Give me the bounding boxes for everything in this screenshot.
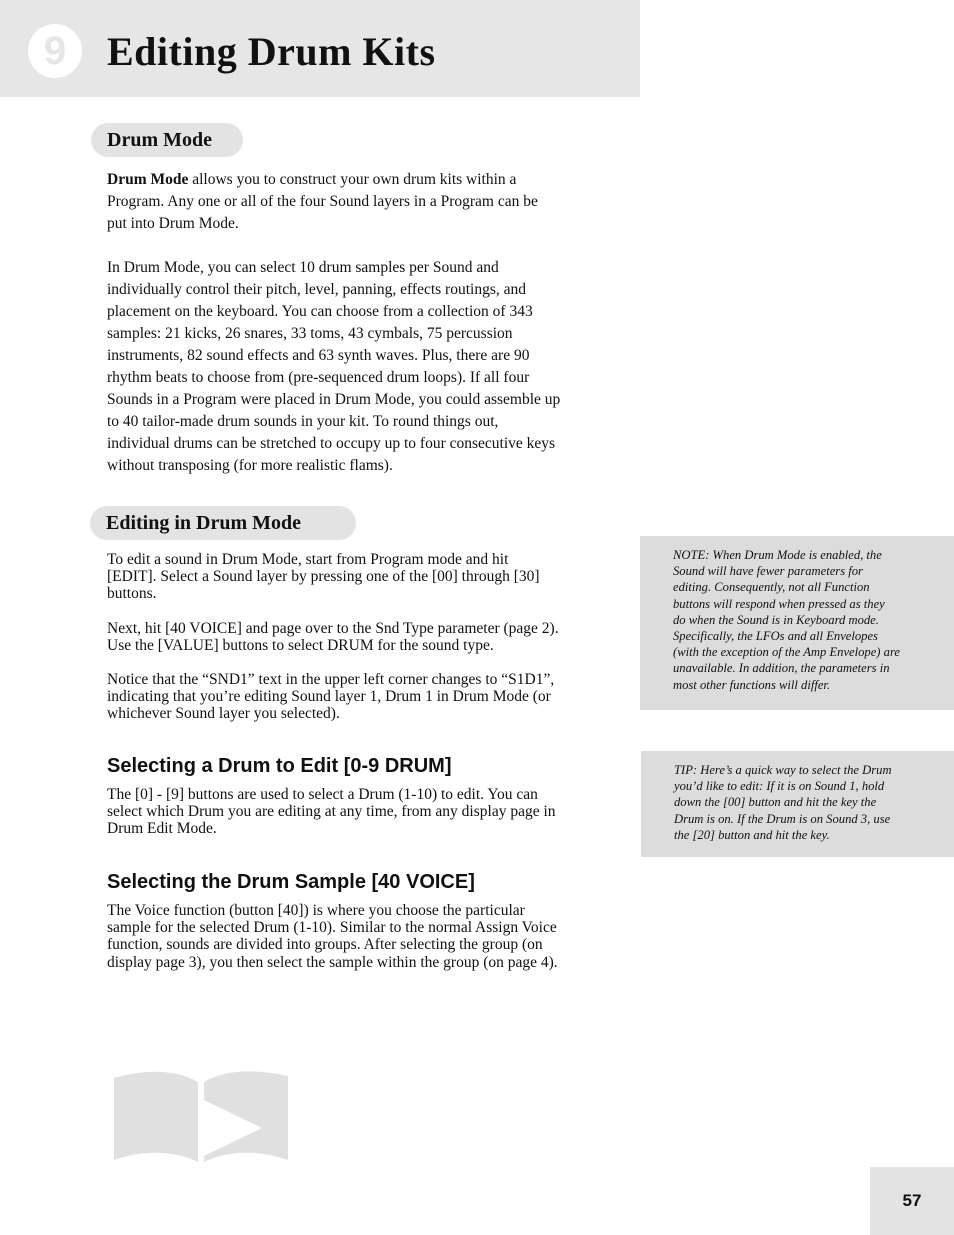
section-heading-editing-in-drum-mode: Editing in Drum Mode	[90, 506, 356, 540]
editing-paragraph-2: Next, hit [40 VOICE] and page over to the Snd Type parameter (page 2). Use the [VALUE] buttons to select DRUM for the sound type.	[107, 620, 559, 655]
editing-paragraph-3: Notice that the “SND1” text in the upper left corner changes to “S1D1”, indicating that you’re editing Sound layer 1, Drum 1 in Drum Mode (or whichever Sound layer you selected).	[107, 671, 555, 723]
chapter-title: Editing Drum Kits	[107, 29, 436, 74]
open-book-icon	[112, 1070, 290, 1164]
tip-text: TIP: Here’s a quick way to select the Drum you’d like to edit: If it is on Sound 1, hold down the [00] button and hit the key the Drum is on. If the Drum is on Sound 3, use the [20] button and hit the key.	[674, 763, 892, 842]
section-heading-drum-mode: Drum Mode	[91, 123, 243, 157]
chapter-number-badge: 9	[28, 24, 82, 78]
chapter-header-band	[0, 0, 640, 97]
heading-selecting-drum: Selecting a Drum to Edit [0-9 DRUM]	[107, 755, 452, 777]
drum-mode-term: Drum Mode	[107, 171, 189, 188]
drum-mode-paragraph-2: In Drum Mode, you can select 10 drum samples per Sound and individually control their pitch, level, panning, effects routings, and placement on the keyboard. You can choose from a collection of 343 samples: 21 kicks, 26 snares, 33 toms, 43 cymbals, 75 percussion instruments, 82 sound effects and 63 synth waves. Plus, there are 90 rhythm beats to choose from (pre-sequenced drum loops). If all four Sounds in a Program were placed in Drum Mode, you could assemble up to 40 tailor-made drum sounds in your kit. To round things out, individual drums can be stretched to occupy up to four consecutive keys without transposing (for more realistic flams).	[107, 259, 561, 474]
selecting-sample-paragraph: The Voice function (button [40]) is where you choose the particular sample for the selected Drum (1-10). Similar to the normal Assign Voice function, sounds are divided into groups. After selecting the group (on display page 3), you then select the sample within the group (on page 4).	[107, 902, 558, 971]
editing-paragraph-1: To edit a sound in Drum Mode, start from Program mode and hit [EDIT]. Select a Sound layer by pressing one of the [00] through [30] buttons.	[107, 551, 540, 603]
selecting-drum-paragraph: The [0] - [9] buttons are used to select a Drum (1-10) to edit. You can select which Drum you are editing at any time, from any display page in Drum Edit Mode.	[107, 786, 556, 838]
page-number: 57	[870, 1167, 954, 1235]
note-text: NOTE: When Drum Mode is enabled, the Sound will have fewer parameters for editing. Consequently, not all Function buttons will respond when pressed as they do when the Sound is in Keyboard mode. Specifically, the LFOs and all Envelopes (with the exception of the Amp Envelope) are unavailable. In addition, the parameters in most other functions will differ.	[673, 548, 900, 692]
tip-box	[641, 751, 954, 857]
drum-mode-paragraph-1: Drum Mode allows you to construct your own drum kits within a Program. Any one or all of the four Sound layers in a Program can be put into Drum Mode.	[107, 171, 538, 232]
heading-selecting-sample: Selecting the Drum Sample [40 VOICE]	[107, 871, 475, 893]
note-box	[640, 536, 954, 710]
